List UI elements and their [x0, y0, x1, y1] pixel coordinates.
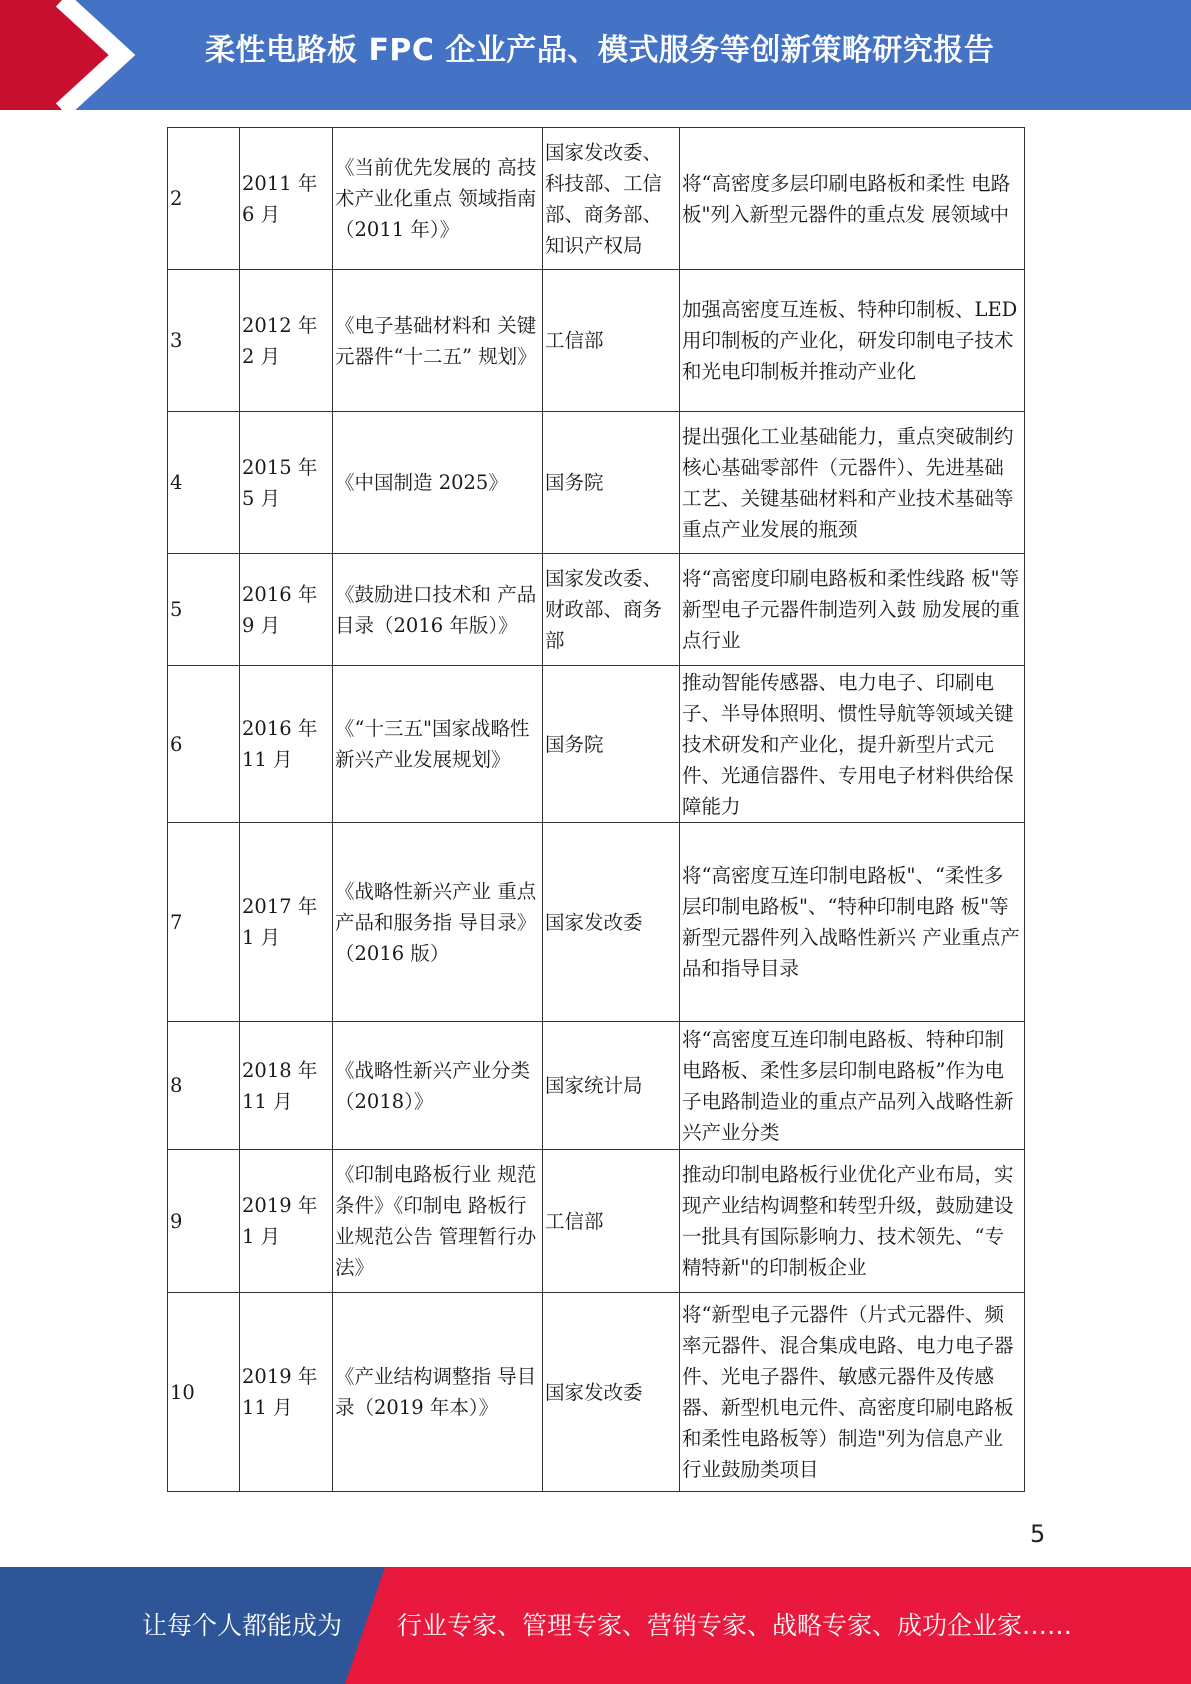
- row-content: 将“高密度印刷电路板和柔性线路 板"等新型电子元器件制造列入鼓 励发展的重点行业: [680, 554, 1025, 666]
- footer-slogan-right: 行业专家、管理专家、营销专家、战略专家、成功企业家……: [397, 1611, 1073, 1640]
- table-row: [168, 412, 1025, 554]
- table-row: [168, 270, 1025, 412]
- row-agency: 工信部: [543, 270, 680, 412]
- row-agency: 国家发改委、科技部、工信部、商务部、知识产权局: [543, 128, 680, 270]
- row-date: 2019 年 11 月: [240, 1293, 333, 1492]
- row-policy: 《电子基础材料和 关键元器件“十二五” 规划》: [333, 270, 543, 412]
- row-date: 2017 年 1 月: [240, 823, 333, 1022]
- row-policy: 《鼓励进口技术和 产品目录（2016 年版）》: [333, 554, 543, 666]
- row-policy: 《战略性新兴产业 重点产品和服务指 导目录》（2016 版）: [333, 823, 543, 1022]
- page-number: 5: [1030, 1520, 1046, 1548]
- row-date: 2012 年 2 月: [240, 270, 333, 412]
- row-index: 9: [168, 1150, 240, 1293]
- row-index: 2: [168, 128, 240, 270]
- row-agency: 工信部: [543, 1150, 680, 1293]
- row-index: 7: [168, 823, 240, 1022]
- row-agency: 国务院: [543, 412, 680, 554]
- report-title: 柔性电路板 FPC 企业产品、模式服务等创新策略研究报告: [205, 33, 995, 68]
- page-footer: [0, 1567, 1191, 1684]
- row-index: 10: [168, 1293, 240, 1492]
- row-policy: 《战略性新兴产业分类（2018）》: [333, 1022, 543, 1150]
- table-row: [168, 1150, 1025, 1293]
- row-content: 推动印制电路板行业优化产业布局，实现产业结构调整和转型升级，鼓励建设一批具有国际影响力、技术领先、“专精特新"的印制板企业: [680, 1150, 1025, 1293]
- row-content: 提出强化工业基础能力，重点突破制约核心基础零部件（元器件）、先进基础工艺、关键基础材料和产业技术基础等重点产业发展的瓶颈: [680, 412, 1025, 554]
- row-date: 2019 年 1 月: [240, 1150, 333, 1293]
- row-index: 3: [168, 270, 240, 412]
- row-policy: 《产业结构调整指 导目录（2019 年本）》: [333, 1293, 543, 1492]
- table-row: [168, 554, 1025, 666]
- row-agency: 国家发改委、财政部、商务部: [543, 554, 680, 666]
- page-header: [0, 0, 1191, 110]
- row-index: 5: [168, 554, 240, 666]
- row-content: 将“高密度多层印刷电路板和柔性 电路板"列入新型元器件的重点发 展领域中: [680, 128, 1025, 270]
- row-agency: 国务院: [543, 666, 680, 823]
- row-date: 2016 年 9 月: [240, 554, 333, 666]
- row-policy: 《当前优先发展的 高技术产业化重点 领域指南（2011 年）》: [333, 128, 543, 270]
- row-index: 8: [168, 1022, 240, 1150]
- table-row: [168, 1293, 1025, 1492]
- row-agency: 国家发改委: [543, 823, 680, 1022]
- row-content: 将“高密度互连印制电路板"、“柔性多层印制电路板"、“特种印制电路 板"等新型元器件列入战略性新兴 产业重点产品和指导目录: [680, 823, 1025, 1022]
- table-row: [168, 823, 1025, 1022]
- row-date: 2015 年 5 月: [240, 412, 333, 554]
- row-policy: 《中国制造 2025》: [333, 412, 543, 554]
- row-agency: 国家统计局: [543, 1022, 680, 1150]
- row-content: 推动智能传感器、电力电子、印刷电子、半导体照明、惯性导航等领域关键技术研发和产业化，提升新型片式元件、光通信器件、专用电子材料供给保障能力: [680, 666, 1025, 823]
- row-policy: 《“十三五"国家战略性新兴产业发展规划》: [333, 666, 543, 823]
- row-index: 6: [168, 666, 240, 823]
- policy-table: [167, 127, 1025, 1492]
- row-content: 将“高密度互连印制电路板、特种印制电路板、柔性多层印制电路板”作为电子电路制造业的重点产品列入战略性新兴产业分类: [680, 1022, 1025, 1150]
- row-index: 4: [168, 412, 240, 554]
- header-red-arrow-decoration: [0, 0, 150, 110]
- row-policy: 《印制电路板行业 规范条件》《印制电 路板行业规范公告 管理暂行办法》: [333, 1150, 543, 1293]
- row-content: 将“新型电子元器件（片式元器件、频率元器件、混合集成电路、电力电子器件、光电子器件、敏感元器件及传感器、新型机电元件、高密度印刷电路板和柔性电路板等）制造"列为信息产业行业鼓励类项目: [680, 1293, 1025, 1492]
- row-agency: 国家发改委: [543, 1293, 680, 1492]
- footer-slogan-left: 让每个人都能成为: [142, 1611, 343, 1640]
- table-row: [168, 666, 1025, 823]
- row-date: 2016 年 11 月: [240, 666, 333, 823]
- row-date: 2011 年 6 月: [240, 128, 333, 270]
- row-content: 加强高密度互连板、特种印制板、LED 用印制板的产业化，研发印制电子技术和光电印制板并推动产业化: [680, 270, 1025, 412]
- row-date: 2018 年 11 月: [240, 1022, 333, 1150]
- table-row: [168, 128, 1025, 270]
- table-row: [168, 1022, 1025, 1150]
